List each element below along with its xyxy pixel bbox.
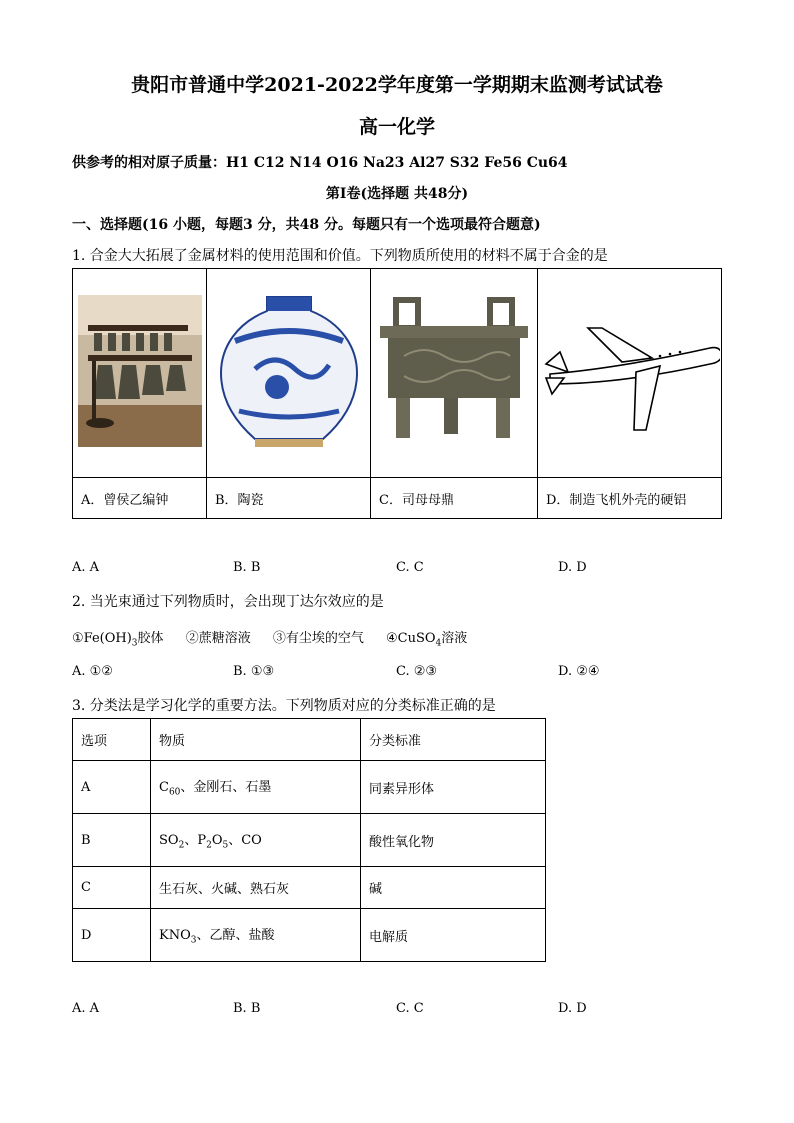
- q2-item-4-formula: CuSO: [397, 631, 436, 646]
- q2-stem: 2. 当光束通过下列物质时，会出现丁达尔效应的是: [72, 594, 384, 610]
- bells-picture: [78, 295, 202, 447]
- q2-item-1-subscript: 3: [131, 638, 138, 649]
- table-row: [73, 761, 546, 814]
- q3-header-standard: 分类标准: [361, 719, 546, 761]
- q3-stem: 3. 分类法是学习化学的重要方法。下列物质对应的分类标准正确的是: [72, 698, 496, 714]
- q1-option-d-label: D．制造飞机外壳的硬铝: [538, 478, 722, 519]
- airplane-picture: [540, 306, 720, 436]
- q2-choice-b[interactable]: B. ①③: [233, 664, 275, 679]
- q1-image-airplane: [538, 269, 722, 478]
- atomic-mass-line: 供参考的相对原子质量：H1 C12 N14 O16 Na23 Al27 S32 Fe56 Cu64: [72, 155, 568, 171]
- q3-choice-c[interactable]: C. C: [396, 1001, 424, 1016]
- q3-row-b-substance: [151, 814, 361, 867]
- q3-choice-d[interactable]: D. D: [558, 1001, 587, 1016]
- q3-row-a-option: A: [73, 761, 151, 814]
- q1-image-ding: [371, 269, 538, 478]
- q3-row-b-option: B: [73, 814, 151, 867]
- q2-item-1-formula: ①Fe(OH): [72, 631, 132, 646]
- q2-choice-d[interactable]: D. ②④: [558, 664, 600, 679]
- q1-choice-a[interactable]: A. A: [72, 560, 100, 575]
- q3-row-d-standard: 电解质: [361, 909, 546, 962]
- q2-choice-c[interactable]: C. ②③: [396, 664, 438, 679]
- porcelain-jar-picture: [215, 291, 363, 451]
- substance-rest: 、乙醇、盐酸: [196, 928, 275, 944]
- q2-item-4-prefix: ④: [386, 631, 398, 646]
- formula-text: P: [197, 833, 207, 849]
- table-row: [73, 909, 546, 962]
- q2-choice-a[interactable]: A. ①②: [72, 664, 113, 679]
- q1-option-a-label: A．曾侯乙编钟: [73, 478, 207, 519]
- q3-row-d-substance: [151, 909, 361, 962]
- q3-row-c-substance: 生石灰、火碱、熟石灰: [151, 867, 361, 909]
- q1-image-porcelain: [207, 269, 371, 478]
- q2-item-4-subscript: 4: [435, 638, 442, 649]
- formula-text: O: [211, 833, 223, 849]
- q3-choice-a[interactable]: A. A: [72, 1001, 100, 1016]
- q1-option-c-label: C．司母母鼎: [371, 478, 538, 519]
- formula-subscript: 60: [168, 787, 181, 798]
- separator: 、: [184, 833, 198, 849]
- q3-row-a-standard: 同素异形体: [361, 761, 546, 814]
- q3-row-c-standard: 碱: [361, 867, 546, 909]
- formula-subscript: 2: [178, 840, 185, 851]
- substance-rest: 、CO: [228, 833, 262, 849]
- table-row: [73, 814, 546, 867]
- section-heading: 一、选择题(16 小题，每题3 分，共48 分。每题只有一个选项最符合题意): [72, 217, 541, 233]
- q2-item-4-rest: 溶液: [441, 631, 468, 646]
- q1-image-table: [72, 268, 722, 519]
- q1-choice-c[interactable]: C. C: [396, 560, 424, 575]
- q3-header-option: 选项: [73, 719, 151, 761]
- q2-items: [72, 627, 467, 649]
- exam-title: 贵阳市普通中学2021-2022学年度第一学期期末监测考试试卷: [131, 74, 663, 96]
- q3-table: [72, 718, 546, 962]
- q3-row-d-option: D: [73, 909, 151, 962]
- formula-text: KNO: [159, 928, 191, 944]
- substance-rest: 、金刚石、石墨: [180, 780, 272, 796]
- q1-image-bells: [73, 269, 207, 478]
- q3-choice-b[interactable]: B. B: [233, 1001, 261, 1016]
- q1-choice-d[interactable]: D. D: [558, 560, 587, 575]
- q3-row-c-option: C: [73, 867, 151, 909]
- q3-header-substance: 物质: [151, 719, 361, 761]
- formula-subscript: 3: [190, 935, 197, 946]
- formula-subscript: 5: [222, 840, 229, 851]
- table-row: [73, 867, 546, 909]
- q1-choice-b[interactable]: B. B: [233, 560, 261, 575]
- q3-row-b-standard: 酸性氧化物: [361, 814, 546, 867]
- volume-heading: 第Ⅰ卷(选择题 共48分): [325, 186, 469, 202]
- q2-item-2: ②蔗糖溶液: [185, 631, 251, 646]
- formula-text: SO: [159, 833, 179, 849]
- q1-option-b-label: B．陶瓷: [207, 478, 371, 519]
- formula-subscript: 2: [206, 840, 212, 851]
- q2-item-1-rest: 胶体: [137, 631, 164, 646]
- q1-stem: 1. 合金大大拓展了金属材料的使用范围和价值。下列物质所使用的材料不属于合金的是: [72, 248, 608, 264]
- formula-text: C: [159, 780, 169, 796]
- ding-vessel-picture: [374, 296, 534, 446]
- subject-title: 高一化学: [358, 116, 435, 138]
- q2-item-3: ③有尘埃的空气: [272, 631, 364, 646]
- q3-row-a-substance: [151, 761, 361, 814]
